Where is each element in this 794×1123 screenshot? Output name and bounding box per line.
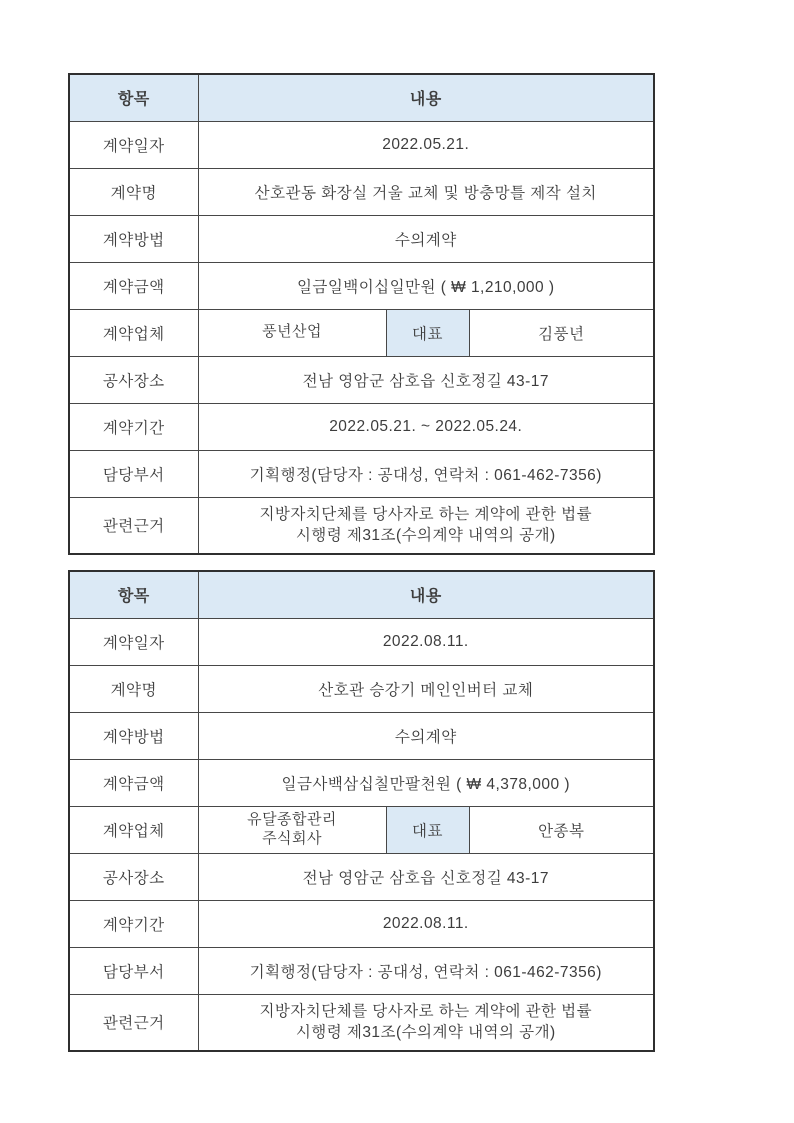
table-row-work-site — [69, 853, 654, 900]
table-row-contract-method — [69, 215, 654, 262]
row-value: 전남 영암군 삼호읍 신호정길 43-17 — [198, 356, 654, 403]
row-label: 계약일자 — [69, 618, 198, 665]
row-value-multiline — [198, 497, 654, 554]
row-label: 계약업체 — [69, 309, 198, 356]
row-label: 담당부서 — [69, 947, 198, 994]
header-cell-content: 내용 — [198, 74, 654, 121]
vendor-company-cell — [198, 309, 386, 356]
row-value-line: 지방자치단체를 당사자로 하는 계약에 관한 법률 — [259, 1002, 593, 1020]
row-value: 기획행정(담당자 : 공대성, 연락처 : 061-462-7356) — [198, 450, 654, 497]
row-value: 일금일백이십일만원 ( ₩ 1,210,000 ) — [198, 262, 654, 309]
table-row-work-site — [69, 356, 654, 403]
row-label: 계약일자 — [69, 121, 198, 168]
row-label: 계약기간 — [69, 403, 198, 450]
row-value: 수의계약 — [198, 712, 654, 759]
vendor-company-line: 주식회사 — [262, 829, 322, 847]
row-label: 계약방법 — [69, 215, 198, 262]
table-row-vendor — [69, 309, 654, 356]
row-value: 2022.05.21. ~ 2022.05.24. — [198, 403, 654, 450]
row-label: 공사장소 — [69, 853, 198, 900]
contract-table-1 — [68, 73, 655, 555]
table-header-row — [69, 571, 654, 618]
table-row-contract-method — [69, 712, 654, 759]
table-row-contract-date — [69, 121, 654, 168]
table-row-contract-period — [69, 900, 654, 947]
row-value: 산호관 승강기 메인인버터 교체 — [198, 665, 654, 712]
table-row-legal-basis — [69, 497, 654, 554]
header-cell-item: 항목 — [69, 571, 198, 618]
vendor-ceo-name-cell: 김풍년 — [469, 309, 654, 356]
table-row-contract-period — [69, 403, 654, 450]
vendor-company-line: 유달종합관리 — [247, 810, 337, 828]
row-value: 기획행정(담당자 : 공대성, 연락처 : 061-462-7356) — [198, 947, 654, 994]
row-label: 계약명 — [69, 168, 198, 215]
header-cell-content: 내용 — [198, 571, 654, 618]
table-row-department — [69, 450, 654, 497]
header-cell-item: 항목 — [69, 74, 198, 121]
vendor-ceo-title-cell: 대표 — [386, 309, 469, 356]
vendor-ceo-title-cell: 대표 — [386, 806, 469, 853]
table-header-row — [69, 74, 654, 121]
row-value-line: 시행령 제31조(수의계약 내역의 공개) — [295, 527, 556, 545]
row-label: 계약금액 — [69, 262, 198, 309]
row-value: 2022.08.11. — [198, 900, 654, 947]
table-row-contract-name — [69, 665, 654, 712]
table-row-contract-amount — [69, 262, 654, 309]
row-label: 계약기간 — [69, 900, 198, 947]
table-row-vendor — [69, 806, 654, 853]
row-label: 계약방법 — [69, 712, 198, 759]
table-row-department — [69, 947, 654, 994]
table-row-legal-basis — [69, 994, 654, 1051]
row-value: 산호관동 화장실 거울 교체 및 방충망틀 제작 설치 — [198, 168, 654, 215]
row-label: 계약명 — [69, 665, 198, 712]
row-value: 2022.08.11. — [198, 618, 654, 665]
row-value-line: 시행령 제31조(수의계약 내역의 공개) — [295, 1024, 556, 1042]
row-label: 계약업체 — [69, 806, 198, 853]
row-value: 수의계약 — [198, 215, 654, 262]
row-value: 2022.05.21. — [198, 121, 654, 168]
row-label: 담당부서 — [69, 450, 198, 497]
table-row-contract-amount — [69, 759, 654, 806]
table-row-contract-date — [69, 618, 654, 665]
row-value-line: 지방자치단체를 당사자로 하는 계약에 관한 법률 — [259, 505, 593, 523]
vendor-ceo-name-cell: 안종복 — [469, 806, 654, 853]
row-label: 공사장소 — [69, 356, 198, 403]
table-row-contract-name — [69, 168, 654, 215]
row-value: 전남 영암군 삼호읍 신호정길 43-17 — [198, 853, 654, 900]
row-label: 계약금액 — [69, 759, 198, 806]
row-label: 관련근거 — [69, 994, 198, 1051]
row-value-multiline — [198, 994, 654, 1051]
contract-table-2 — [68, 570, 655, 1052]
row-label: 관련근거 — [69, 497, 198, 554]
row-value: 일금사백삼십칠만팔천원 ( ₩ 4,378,000 ) — [198, 759, 654, 806]
vendor-company-cell — [198, 806, 386, 853]
vendor-company-line: 풍년산업 — [262, 323, 322, 341]
